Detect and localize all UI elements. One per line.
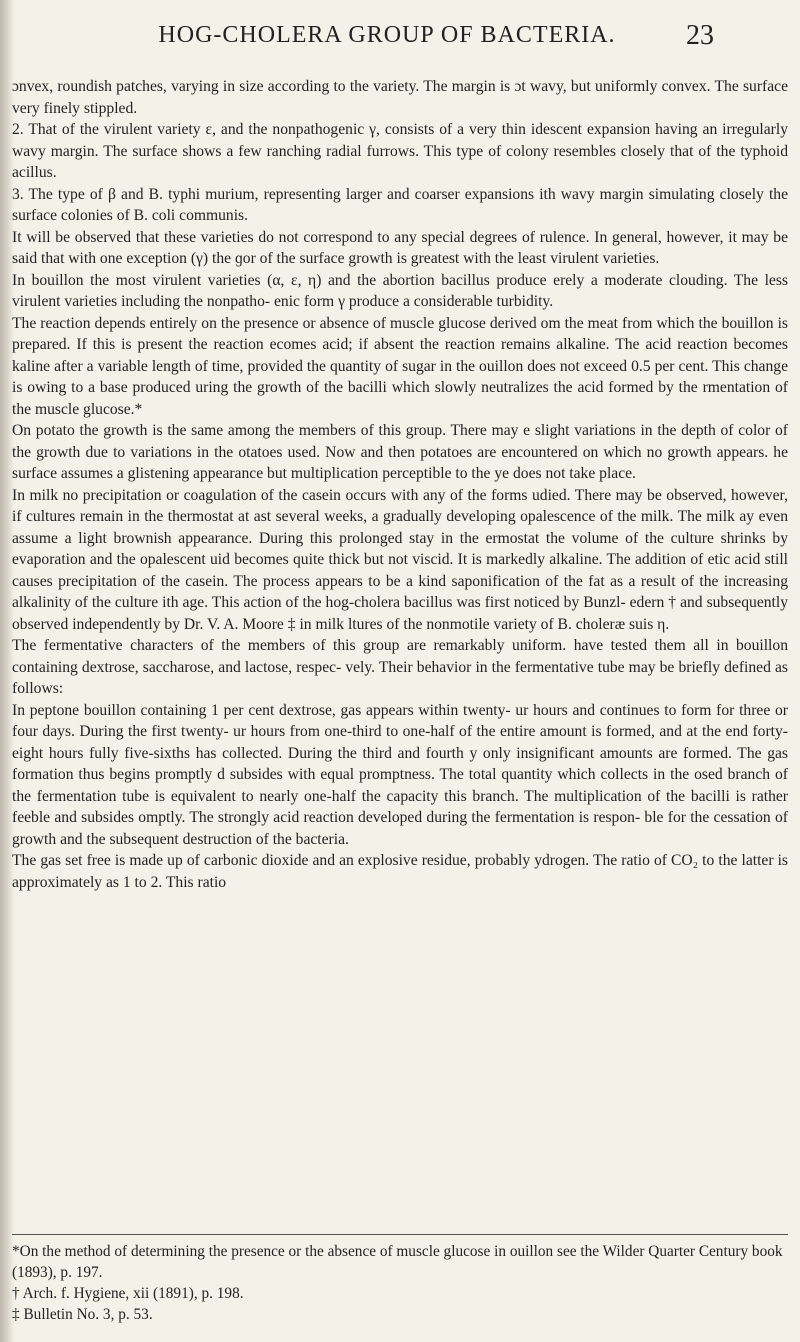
body-text: [12, 76, 788, 893]
paragraph: On potato the growth is the same among the members of this group. There may e slight variations in the depth of color of the growth due to variations in the otatoes used. Now and then potatoes are encountered on which no growth appears. he surface assumes a glistening appearance but multiplication perceptible to the ye does not take place.: [12, 422, 788, 482]
running-head: HOG-CHOLERA GROUP OF BACTERIA.: [158, 22, 616, 48]
footnote: ‡ Bulletin No. 3, p. 53.: [12, 1306, 153, 1323]
paragraph: 3. The type of β and B. typhi murium, representing larger and coarser expansions ith wavy margin simulating closely the surface colonies of B. coli communis.: [12, 185, 788, 224]
paragraph: The gas set free is made up of carbonic dioxide and an explosive residue, probably ydrogen. The ratio of CO₂ to the latter is approximately as 1 to 2. This ratio: [12, 852, 788, 891]
paragraph: In milk no precipitation or coagulation of the casein occurs with any of the forms udied. There may be observed, however, if cultures remain in the thermostat at ast several weeks, a gradually developing opalescence of the milk. The milk ay even assume a light brownish appearance. During this prolonged stay in the ermostat the volume of the culture shrinks by evaporation and the opalescent uid becomes quite thick but not viscid. It is markedly alkaline. The addition of etic acid still causes precipitation of the casein. The process appears to be a kind saponification of the fat as a result of the increasing alkalinity of the culture ith age. This action of the hog-cholera bacillus was first noticed by Bunzl- edern † and subsequently observed independently by Dr. V. A. Moore ‡ in milk ltures of the nonmotile variety of B. choleræ suis η.: [12, 486, 788, 633]
paragraph: In bouillon the most virulent varieties (α, ε, η) and the abortion bacillus produce erely a moderate clouding. The less virulent varieties including the nonpatho- enic form γ produce a considerable turbidity.: [12, 271, 788, 310]
page-header: [60, 20, 714, 60]
paragraph: 2. That of the virulent variety ε, and the nonpathogenic γ, consists of a very thin idescent expansion having an irregularly wavy margin. The surface shows a few ranching radial furrows. This type of colony resembles closely that of the typhoid acillus.: [12, 121, 788, 181]
paragraph: The reaction depends entirely on the presence or absence of muscle glucose derived om the meat from which the bouillon is prepared. If this is present the reaction ecomes acid; if absent the reaction remains alkaline. The acid reaction becomes kaline after a variable length of time, provided the quantity of sugar in the ouillon does not exceed 0.5 per cent. This change is owing to a base produced uring the growth of the bacilli which slowly neutralizes the acid formed by the rmentation of the muscle glucose.*: [12, 314, 788, 418]
paragraph: The fermentative characters of the members of this group are remarkably uniform. have tested them all in bouillon containing dextrose, saccharose, and lactose, respec- vely. Their behavior in the fermentative tube may be briefly defined as follows:: [12, 637, 788, 697]
page-number: 23: [686, 20, 714, 51]
footnote: † Arch. f. Hygiene, xii (1891), p. 198.: [12, 1285, 244, 1302]
paragraph: It will be observed that these varieties do not correspond to any special degrees of rulence. In general, however, it may be said that with one exception (γ) the ɡor of the surface growth is greatest with the least virulent varieties.: [12, 228, 788, 267]
footnote: *On the method of determining the presence or the absence of muscle glucose in ouillon see the Wilder Quarter Century book (1893), p. 197.: [12, 1243, 783, 1281]
footnotes: [12, 1234, 788, 1325]
paragraph: ɔnvex, roundish patches, varying in size according to the variety. The margin is ɔt wavy, but uniformly convex. The surface very finely stippled.: [12, 78, 788, 117]
paragraph: In peptone bouillon containing 1 per cent dextrose, gas appears within twenty- ur hours and continues to form for three or four days. During the first twenty- ur hours from one-third to one-half of the entire amount is formed, and at the end forty-eight hours fully five-sixths has collected. During the third and fourth y only insignificant amounts are formed. The gas formation thus begins promptly d subsides with equal promptness. The total quantity which collects in the osed branch of the fermentation tube is equivalent to nearly one-half the capacity this branch. The multiplication of the bacilli is rather feeble and subsides omptly. The strongly acid reaction developed during the fermentation is respon- ble for the cessation of growth and the subsequent destruction of the bacteria.: [12, 701, 788, 848]
